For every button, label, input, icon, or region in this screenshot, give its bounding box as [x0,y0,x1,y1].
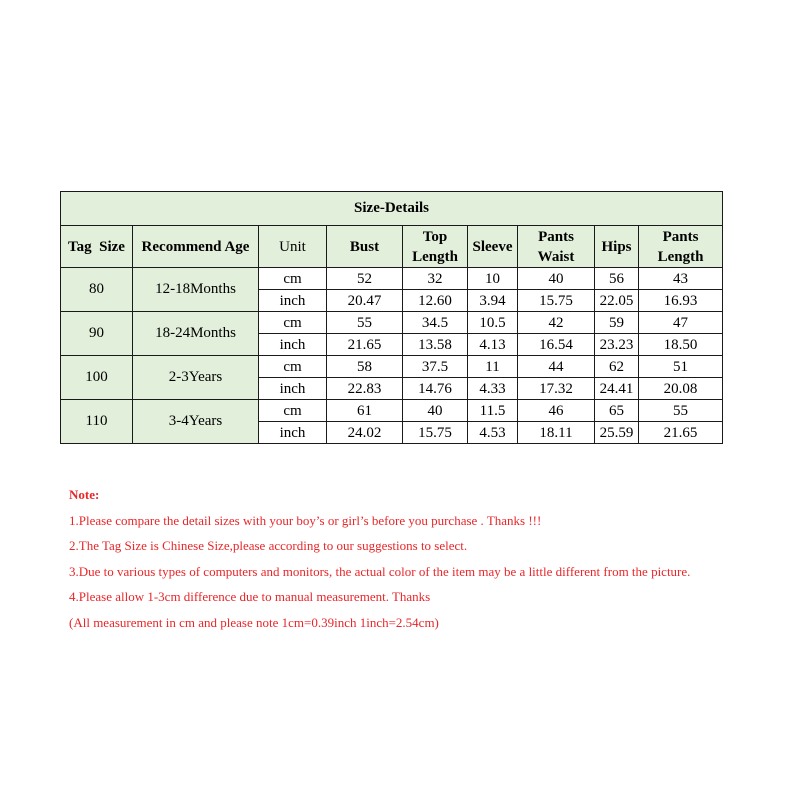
measurement-cell: 55 [327,312,403,334]
header-top-length-line2: Length [412,248,458,265]
tag-size-cell: 100 [61,356,133,400]
measurement-cell: 4.13 [468,334,518,356]
measurement-cell: 51 [639,356,723,378]
measurement-cell: 46 [518,400,595,422]
unit-cell: inch [259,334,327,356]
header-pants-length [639,226,723,268]
measurement-cell: 37.5 [403,356,468,378]
note-line: 3.Due to various types of computers and monitors, the actual color of the item may be a little different from the picture. [69,563,691,579]
measurement-cell: 15.75 [403,422,468,444]
measurement-cell: 18.11 [518,422,595,444]
measurement-cell: 59 [595,312,639,334]
measurement-cell: 25.59 [595,422,639,444]
unit-cell: cm [259,312,327,334]
header-top-length-line1: Top [422,228,448,245]
unit-cell: inch [259,378,327,400]
measurement-cell: 20.08 [639,378,723,400]
header-recommend-age: Recommend Age [133,226,259,268]
measurement-cell: 11 [468,356,518,378]
unit-cell: inch [259,422,327,444]
unit-cell: cm [259,400,327,422]
measurement-cell: 62 [595,356,639,378]
header-sleeve: Sleeve [468,226,518,268]
header-pants-waist [518,226,595,268]
header-pants-waist-line1: Pants [538,228,574,245]
measurement-cell: 12.60 [403,290,468,312]
measurement-cell: 23.23 [595,334,639,356]
unit-cell: cm [259,356,327,378]
measurement-cell: 17.32 [518,378,595,400]
note-line: 2.The Tag Size is Chinese Size,please according to our suggestions to select. [69,538,468,553]
table-row [61,268,723,290]
note-line: (All measurement in cm and please note 1cm=0.39inch 1inch=2.54cm) [69,614,439,630]
notes-title: Note: [69,487,100,502]
measurement-cell: 10.5 [468,312,518,334]
measurement-cell: 52 [327,268,403,290]
size-table-body [61,268,723,444]
measurement-cell: 40 [518,268,595,290]
table-row [61,356,723,378]
measurement-cell: 22.83 [327,378,403,400]
header-hips: Hips [595,226,639,268]
notes-section [69,485,789,638]
table-title: Size-Details [61,192,723,226]
header-bust: Bust [327,226,403,268]
tag-size-cell: 110 [61,400,133,444]
note-line: 1.Please compare the detail sizes with your boy’s or girl’s before you purchase . Thanks !!! [69,512,542,528]
measurement-cell: 16.54 [518,334,595,356]
measurement-cell: 14.76 [403,378,468,400]
recommend-age-cell: 12-18Months [133,268,259,312]
header-unit: Unit [259,226,327,268]
measurement-cell: 21.65 [639,422,723,444]
measurement-cell: 21.65 [327,334,403,356]
measurement-cell: 20.47 [327,290,403,312]
header-pants-length-line1: Pants [662,228,699,245]
measurement-cell: 10 [468,268,518,290]
tag-size-cell: 90 [61,312,133,356]
measurement-cell: 11.5 [468,400,518,422]
measurement-cell: 43 [639,268,723,290]
size-details-table [60,191,723,444]
unit-cell: inch [259,290,327,312]
unit-cell: cm [259,268,327,290]
measurement-cell: 15.75 [518,290,595,312]
header-top-length [403,226,468,268]
measurement-cell: 34.5 [403,312,468,334]
measurement-cell: 47 [639,312,723,334]
tag-size-cell: 80 [61,268,133,312]
measurement-cell: 22.05 [595,290,639,312]
measurement-cell: 56 [595,268,639,290]
measurement-cell: 24.41 [595,378,639,400]
measurement-cell: 3.94 [468,290,518,312]
measurement-cell: 32 [403,268,468,290]
recommend-age-cell: 3-4Years [133,400,259,444]
measurement-cell: 61 [327,400,403,422]
measurement-cell: 4.53 [468,422,518,444]
measurement-cell: 55 [639,400,723,422]
measurement-cell: 58 [327,356,403,378]
measurement-cell: 65 [595,400,639,422]
note-line: 4.Please allow 1-3cm difference due to manual measurement. Thanks [69,589,431,604]
measurement-cell: 40 [403,400,468,422]
measurement-cell: 42 [518,312,595,334]
measurement-cell: 44 [518,356,595,378]
table-row [61,400,723,422]
header-tag-size: Tag Size [61,226,133,268]
recommend-age-cell: 2-3Years [133,356,259,400]
header-pants-length-line2: Length [657,248,704,265]
measurement-cell: 18.50 [639,334,723,356]
measurement-cell: 13.58 [403,334,468,356]
header-pants-waist-line2: Waist [537,248,575,265]
measurement-cell: 4.33 [468,378,518,400]
measurement-cell: 24.02 [327,422,403,444]
measurement-cell: 16.93 [639,290,723,312]
recommend-age-cell: 18-24Months [133,312,259,356]
table-row [61,312,723,334]
